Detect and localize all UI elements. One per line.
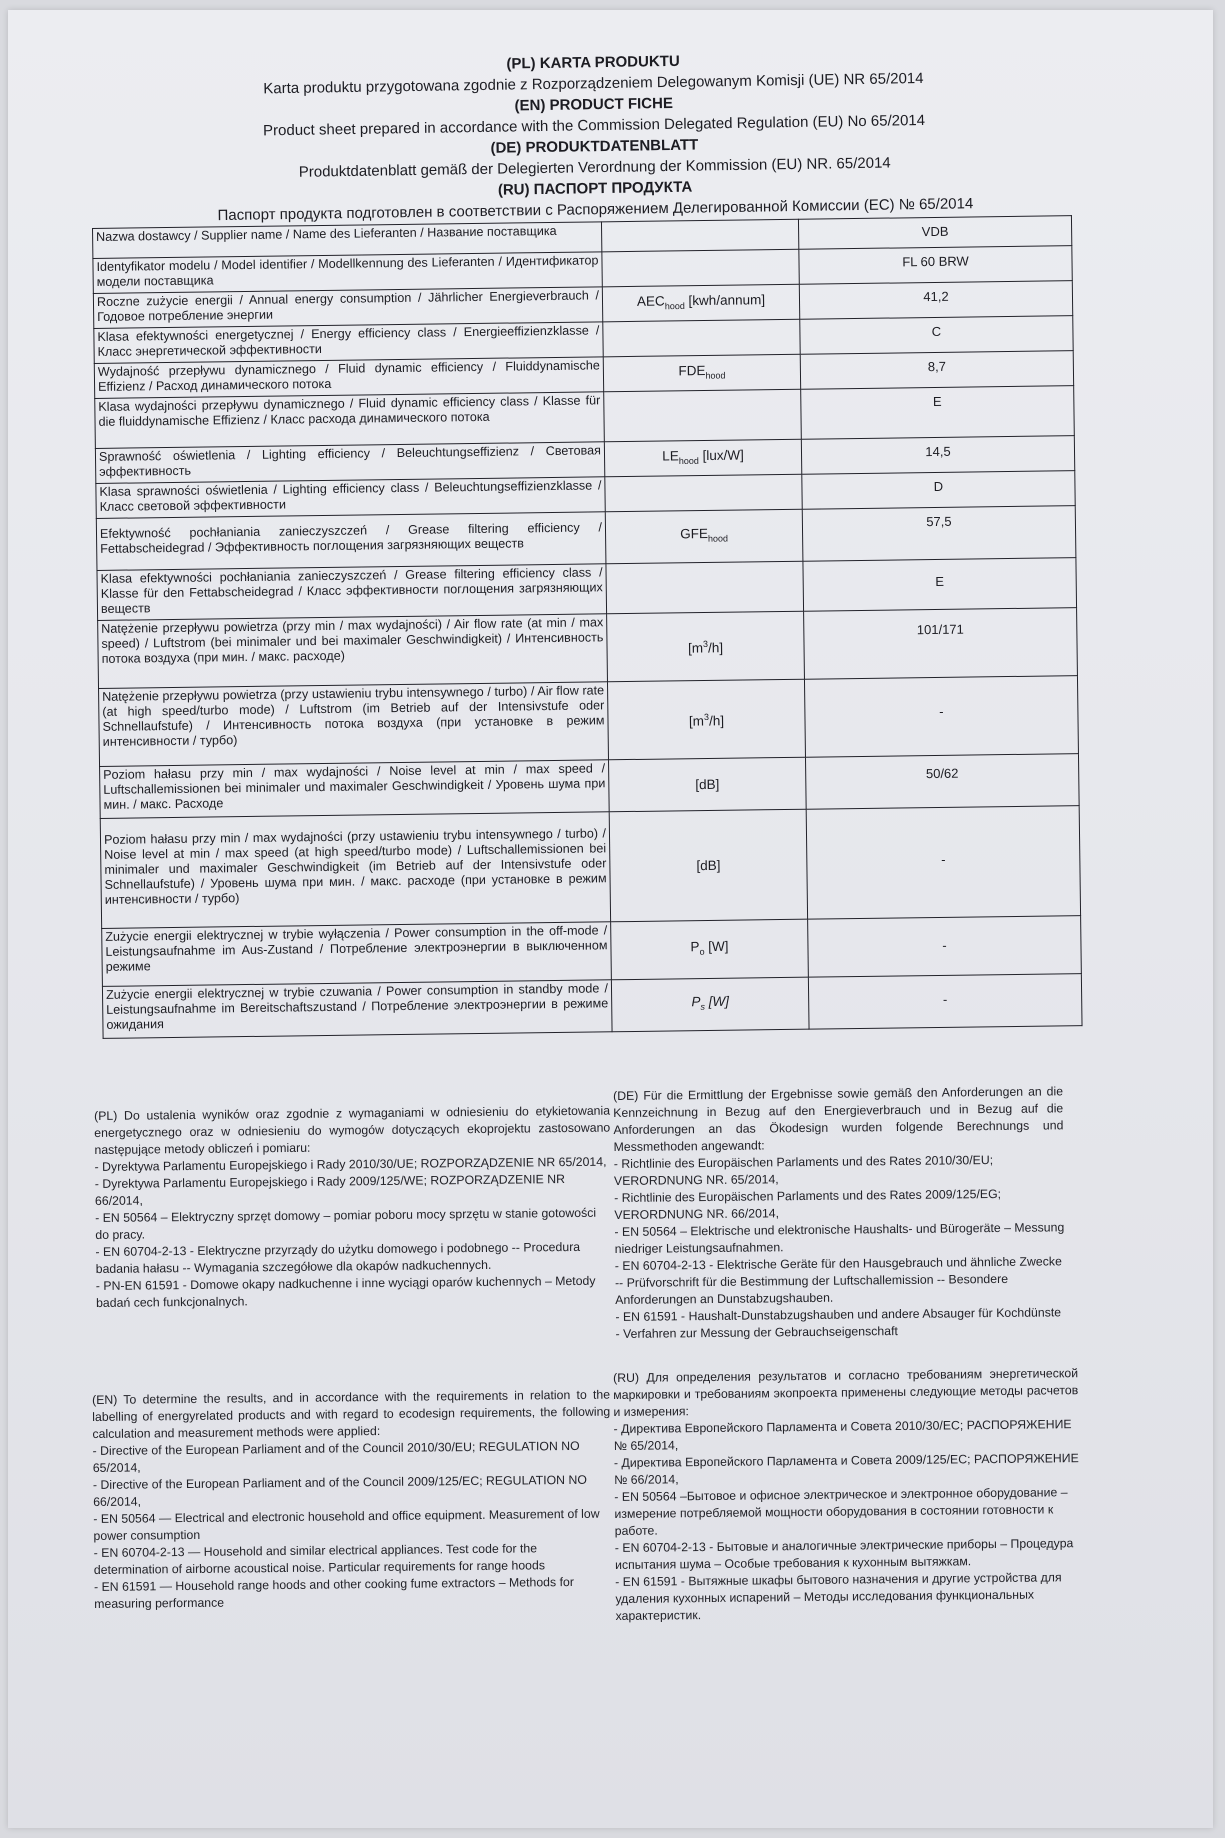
notes-intro: (RU) Для определения результатов и согласно требованиям энергетической маркировки и требованиям экопроекта применены следующие методы расчетов и измерения: xyxy=(613,1366,1079,1419)
row-value: - xyxy=(806,806,1080,920)
row-label: Sprawność oświetlenia / Lighting efficiency / Beleuchtungseffizienz / Световая эффективность xyxy=(95,442,604,484)
row-value: - xyxy=(808,974,1082,1030)
row-label: Identyfikator modelu / Model identifier / Modellkennung des Lieferanten / Идентификатор модели поставщика xyxy=(93,252,602,294)
ru-subtitle: Паспорт продукта подготовлен в соответствии с Распоряжением Делегированной Комиссии (ЕС) № 65/2014 xyxy=(217,195,974,225)
notes-line: - Richtlinie des Europäischen Parlaments und des Rates 2010/30/EU; VERORDNUNG NR. 65/2014, xyxy=(613,1153,994,1188)
pl-subtitle: Karta produktu przygotowana zgodnie z Rozporządzeniem Delegowanym Komisji (UE) NR 65/2014 xyxy=(263,69,924,98)
row-unit: $P_o$ [W] xyxy=(611,919,809,980)
row-label: Wydajność przepływu dynamicznego / Fluid dynamic efficiency / Fluiddynamische Effizienz / Расход динамического потока xyxy=(94,357,603,399)
en-subtitle: Product sheet prepared in accordance with the Commission Delegated Regulation (EU) No 65/2014 xyxy=(262,111,926,140)
row-value: - xyxy=(808,916,1082,978)
notes-line: - EN 50564 –Бытовое и офисное электрическое и электронное оборудование – измерение потребляемой мощности оборудования в состоянии готовности к работе. xyxy=(614,1485,1068,1538)
row-unit xyxy=(603,319,800,357)
row-value: 8,7 xyxy=(800,351,1073,390)
table-row xyxy=(100,806,1080,929)
row-label: Poziom hałasu przy min / max wydajności (przy ustawieniu trybu intensywnego / turbo) / Noise level at min / max speed (at high speed/turbo mode) / Luftschallemissionen bei minimaler und maximaler Geschwindigkeit (im Betrieb auf der Intensivstufe oder Schnellaufstufe) / Уровень шума при мин. / макс. расходе (при установке в режим интенсивности / турбо) xyxy=(100,812,610,929)
notes-line: - Directive of the European Parliament and of the Council 2010/30/EU; REGULATION NO 65/2014, xyxy=(92,1438,580,1475)
row-label: Efektywność pochłaniania zanieczyszczeń / Grease filtering efficiency / Fettabscheidegrad / Эффективность поглощения загрязняющих веществ xyxy=(96,512,606,571)
notes-de xyxy=(613,1083,1066,1343)
notes-line: - EN 50564 — Electrical and electronic household and office equipment. Measurement of low power consumption xyxy=(93,1506,600,1543)
notes-line: - EN 60704-2-13 - Elektrische Geräte für den Hausgebrauch und ähnliche Zwecke -- Prüfvorschrift für die Bestimmung der Luftschallemission -- Besondere Anforderungen an Dunstabzugshauben. xyxy=(614,1254,1062,1307)
en-title: (EN) PRODUCT FICHE xyxy=(514,94,674,115)
row-unit xyxy=(601,219,798,252)
de-subtitle: Produktdatenblatt gemäß der Delegierten Verordnung der Kommission (EU) NR. 65/2014 xyxy=(298,154,891,181)
row-label: Zużycie energii elektrycznej w trybie wyłączenia / Power consumption in the off-mode / Leistungsaufnahme im Aus-Zustand / Потребление электроэнергии в выключенном режиме xyxy=(102,922,612,987)
row-value: - xyxy=(804,676,1078,758)
row-unit: $LE_{hood}$ [lux/W] xyxy=(604,439,801,477)
product-fiche-sheet xyxy=(8,10,1213,1828)
document-headers xyxy=(158,46,1031,228)
notes-line: - Dyrektywa Parlamentu Europejskiego i Rady 2010/30/UE; ROZPORZĄDZENIE NR 65/2014, xyxy=(94,1154,607,1174)
row-unit xyxy=(606,561,804,614)
notes-line: - EN 50564 – Elektryczny sprzęt domowy – pomiar poboru mocy sprzętu w stanie gotowości do pracy. xyxy=(95,1205,597,1242)
pl-title: (PL) KARTA PRODUKTU xyxy=(506,52,680,73)
notes-intro: (DE) Für die Ermittlung der Ergebnisse sowie gemäß den Anforderungen an die Kennzeichnung in Bezug auf den Energieverbrauch und in Bezug auf die Anforderungen an das Ökodesign wurden folgende Berechnungs und Messmethoden angewandt: xyxy=(613,1084,1064,1154)
row-label: Klasa sprawności oświetlenia / Lighting efficiency class / Beleuchtungseffizienzklasse / Класс световой эффективности xyxy=(96,477,605,519)
table-row xyxy=(98,608,1078,689)
notes-line: - EN 61591 - Haushalt-Dunstabzugshauben und andere Absauger für Kochdünste - Verfahren zur Messung der Gebrauchseigenschaft xyxy=(615,1305,1062,1341)
row-label: Roczne zużycie energii / Annual energy consumption / Jährlicher Energieverbrauch / Годовое потребление энергии xyxy=(93,287,602,329)
notes-line: - EN 61591 — Household range hoods and other cooking fume extractors – Methods for measuring performance xyxy=(93,1574,574,1611)
row-label: Natężenie przepływu powietrza (przy min / max wydajności) / Air flow rate (at min / max speed) / Luftstrom (bei minimaler und bei maximaler Geschwindigkeit) / Интенсивность потока воздуха (при мин. / макс. расходе) xyxy=(98,614,608,689)
row-label: Klasa efektywności energetycznej / Energy efficiency class / Energieeffizienzklasse / Класс энергетической эффективности xyxy=(94,322,603,364)
row-label: Natężenie przepływu powietrza (przy ustawieniu trybu intensywnego / turbo) / Air flow rate (at high speed/turbo mode) / Luftstrom (im Betrieb auf der Intensivstufe oder Schnellaufstufe) / Интенсивность потока воздуха (при установке в режим интенсивности / турбо) xyxy=(99,682,609,767)
row-value: 41,2 xyxy=(799,281,1072,320)
row-unit: $[m^3/h]$ xyxy=(607,611,805,682)
notes-intro: (EN) To determine the results, and in accordance with the requirements in relation to the labelling of energyrelated products and with regard to ecodesign requirements, the following calculation and measurement methods were applied: xyxy=(92,1387,611,1441)
row-unit: [dB] xyxy=(609,757,807,812)
notes-pl xyxy=(94,1103,612,1312)
notes-line: - PN-EN 61591 - Domowe okapy nadkuchenne i inne wyciągi oparów kuchennych – Metody badań cech funkcjonalnych. xyxy=(95,1273,596,1310)
notes-en xyxy=(92,1387,612,1613)
ru-title: (RU) ПАСПОРТ ПРОДУКТА xyxy=(497,178,693,199)
notes-line: - EN 50564 – Elektrische und elektronische Haushalts- und Bürogeräte – Messung niedriger Leistungsaufnahmen. xyxy=(614,1220,1065,1256)
notes-line: - Dyrektywa Parlamentu Europejskiego i Rady 2009/125/WE; ROZPORZĄDZENIE NR 66/2014, xyxy=(94,1172,566,1208)
row-label: Klasa efektywności pochłaniania zanieczyszczeń / Grease filtering efficiency class / Klasse für den Fettabscheidegrad / Класс эффективности поглощения загрязняющих веществ xyxy=(97,564,607,621)
row-value: D xyxy=(802,471,1075,510)
row-value: E xyxy=(801,386,1075,440)
notes-ru xyxy=(613,1365,1081,1625)
row-unit: $GFE_{hood}$ xyxy=(605,509,803,564)
row-label: Poziom hałasu przy min / max wydajności / Noise level at min / max speed / Luftschallemissionen bei minimaler und maximaler Geschwindigkeit / Уровень шума при мин. / макс. Расходе xyxy=(100,760,610,819)
row-value: C xyxy=(800,316,1073,355)
notes-line: - Директива Европейского Парламента и Совета 2010/30/ЕС; РАСПОРЯЖЕНИЕ № 65/2014, xyxy=(613,1417,1072,1453)
row-unit: $[m^3/h]$ xyxy=(607,679,805,760)
notes-line: - EN 60704-2-13 — Household and similar electrical appliances. Test code for the determination of airborne acoustical noise. Particular requirements for range hoods xyxy=(93,1541,546,1577)
notes-line: - Директива Европейского Парламента и Совета 2009/125/ЕС; РАСПОРЯЖЕНИЕ № 66/2014, xyxy=(613,1451,1079,1487)
notes-line: - EN 60704-2-13 - Elektryczne przyrządy do użytku domowego i podobnego -- Procedura badania hałasu -- Wymagania szczegółowe dla okapów nadkuchennych. xyxy=(95,1239,581,1276)
row-unit xyxy=(602,249,799,287)
product-table xyxy=(92,215,1083,1039)
row-label: Klasa wydajności przepływu dynamicznego / Fluid dynamic efficiency class / Klasse für die fluiddynamische Effizienz / Класс расхода динамического потока xyxy=(95,392,605,449)
de-title: (DE) PRODUKTDATENBLATT xyxy=(490,136,699,157)
row-label: Zużycie energii elektrycznej w trybie czuwania / Power consumption in standby mode / Leistungsaufnahme im Bereitschaftszustand / Потребление электроэнергии в режиме ожидания xyxy=(102,980,612,1039)
row-unit xyxy=(604,389,802,442)
row-value: VDB xyxy=(798,216,1071,250)
row-value: 101/171 xyxy=(804,608,1078,680)
row-value: 14,5 xyxy=(801,436,1074,475)
row-label: Nazwa dostawcy / Supplier name / Name des Lieferanten / Название поставщика xyxy=(93,222,602,259)
row-value: FL 60 BRW xyxy=(799,246,1072,285)
row-value: E xyxy=(803,558,1077,612)
row-value: 50/62 xyxy=(805,754,1079,810)
row-value: 57,5 xyxy=(802,506,1076,562)
row-unit: $AEC_{hood}$ [kwh/annum] xyxy=(602,284,799,322)
row-unit: $P_s$ [W] xyxy=(611,977,809,1032)
table-row xyxy=(99,676,1079,767)
notes-line: - Richtlinie des Europäischen Parlaments und des Rates 2009/125/EG; VERORDNUNG NR. 66/2014, xyxy=(614,1186,1002,1222)
notes-line: - Directive of the European Parliament and of the Council 2009/125/EC; REGULATION NO 66/2014, xyxy=(92,1472,587,1509)
row-unit: [dB] xyxy=(609,809,807,922)
row-unit xyxy=(605,474,802,512)
row-unit: $FDE_{hood}$ xyxy=(603,354,800,392)
notes-intro: (PL) Do ustalenia wyników oraz zgodnie z wymaganiami w odniesieniu do etykietowania energetycznego oraz w odniesieniu do wymogów dotyczących ekoprojektu zastosowano następujące metody obliczeń i pomiaru: xyxy=(94,1103,611,1157)
notes-line: - EN 61591 - Вытяжные шкафы бытового назначения и другие устройства для удаления кухонных испарений – Методы исследования функциональных характеристик. xyxy=(615,1570,1062,1623)
notes-line: - EN 60704-2-13 - Бытовые и аналогичные электрические приборы – Процедура испытания шума – Особые требования к кухонным вытяжкам. xyxy=(614,1536,1074,1572)
